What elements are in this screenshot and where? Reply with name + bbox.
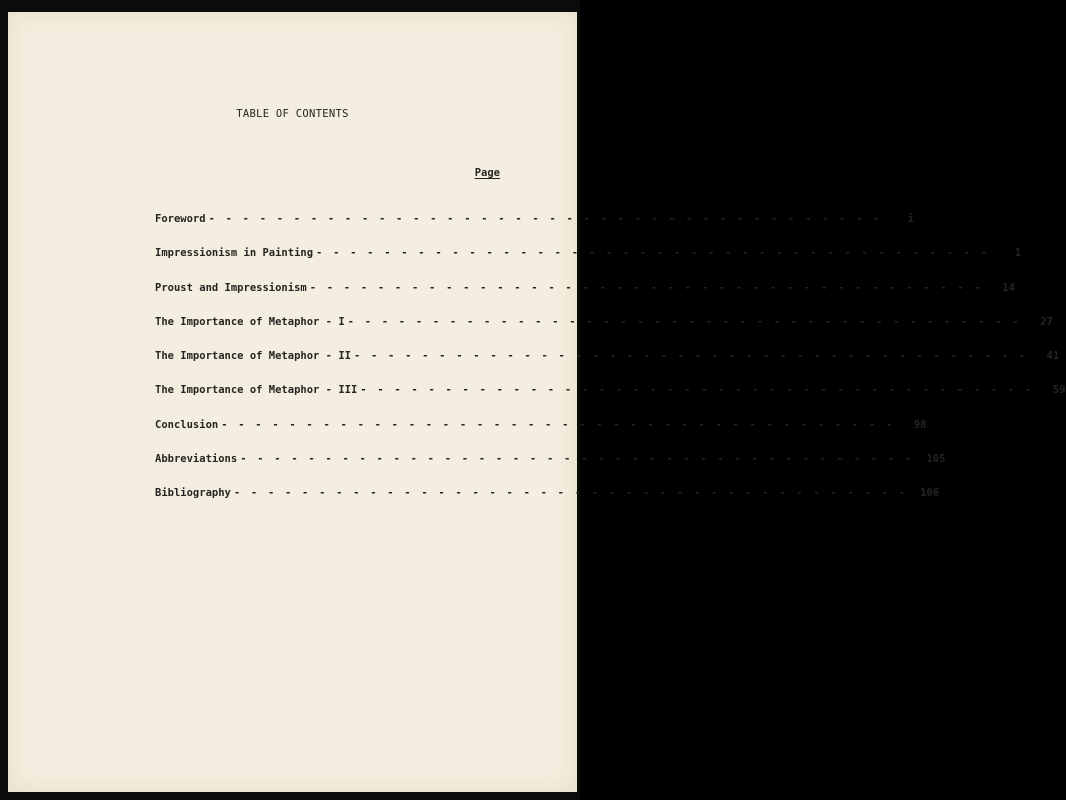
toc-entry-title: The Importance of Metaphor - I <box>155 315 345 328</box>
toc-entry-title: Bibliography <box>155 487 231 500</box>
toc-entry <box>155 384 1066 418</box>
dot-leader: - - - - - - - - - - - - - - - - - - - - - - - - - - - - - - - - - - - - - - - - <box>353 350 1028 363</box>
toc-entry-page: 41 <box>1046 350 1060 363</box>
toc-entry <box>155 315 1053 350</box>
toc-entry-page: 59 <box>1052 384 1066 397</box>
toc-entry-page: 106 <box>920 487 940 500</box>
page-title: TABLE OF CONTENTS <box>236 108 349 120</box>
page-column-header: Page <box>474 167 500 179</box>
toc-entry <box>155 418 927 453</box>
toc-entry-title: Conclusion <box>155 418 219 431</box>
toc-entry-page: 27 <box>1040 315 1053 328</box>
toc-entry-page: i <box>907 213 914 225</box>
toc-entry-page: 105 <box>926 453 946 466</box>
toc-entry-title: Impressionism in Painting <box>155 247 314 260</box>
document-page <box>8 12 1066 792</box>
toc-entry-page: 1 <box>1014 247 1022 260</box>
toc-list <box>155 213 1066 522</box>
toc-entry-title: Proust and Impressionism <box>155 281 307 294</box>
dot-leader: - - - - - - - - - - - - - - - - - - - - - - - - - - - - - - - - - - - - - - - - <box>360 384 1034 397</box>
dot-leader: - - - - - - - - - - - - - - - - - - - - - - - - - - - - - - - - - - - - - - - - <box>221 418 895 431</box>
toc-entry-page: 98 <box>913 418 927 431</box>
dot-leader: - - - - - - - - - - - - - - - - - - - - - - - - - - - - - - - - - - - - - - - - <box>240 453 914 466</box>
dot-leader: - - - - - - - - - - - - - - - - - - - - - - - - - - - - - - - - - - - - - - - - <box>233 487 908 500</box>
toc-entry <box>155 247 1022 281</box>
dot-leader: - - - - - - - - - - - - - - - - - - - - - - - - - - - - - - - - - - - - - - - - <box>309 281 983 294</box>
toc-entry <box>155 487 940 521</box>
dot-leader: - - - - - - - - - - - - - - - - - - - - - - - - - - - - - - - - - - - - - - - - <box>208 213 882 225</box>
toc-entry-title: The Importance of Metaphor - II <box>155 350 351 363</box>
dot-leader: - - - - - - - - - - - - - - - - - - - - - - - - - - - - - - - - - - - - - - - - <box>316 247 990 260</box>
toc-entry <box>155 281 1015 316</box>
toc-entry <box>155 453 946 487</box>
toc-entry-title: Abbreviations <box>155 453 238 466</box>
toc-entry-title: Foreword <box>155 213 206 225</box>
toc-entry-title: The Importance of Metaphor - III <box>155 384 358 397</box>
toc-entry <box>155 350 1060 384</box>
toc-entry-page: 14 <box>1002 281 1015 294</box>
toc-entry <box>155 213 914 247</box>
dot-leader: - - - - - - - - - - - - - - - - - - - - - - - - - - - - - - - - - - - - - - - - <box>347 315 1021 328</box>
